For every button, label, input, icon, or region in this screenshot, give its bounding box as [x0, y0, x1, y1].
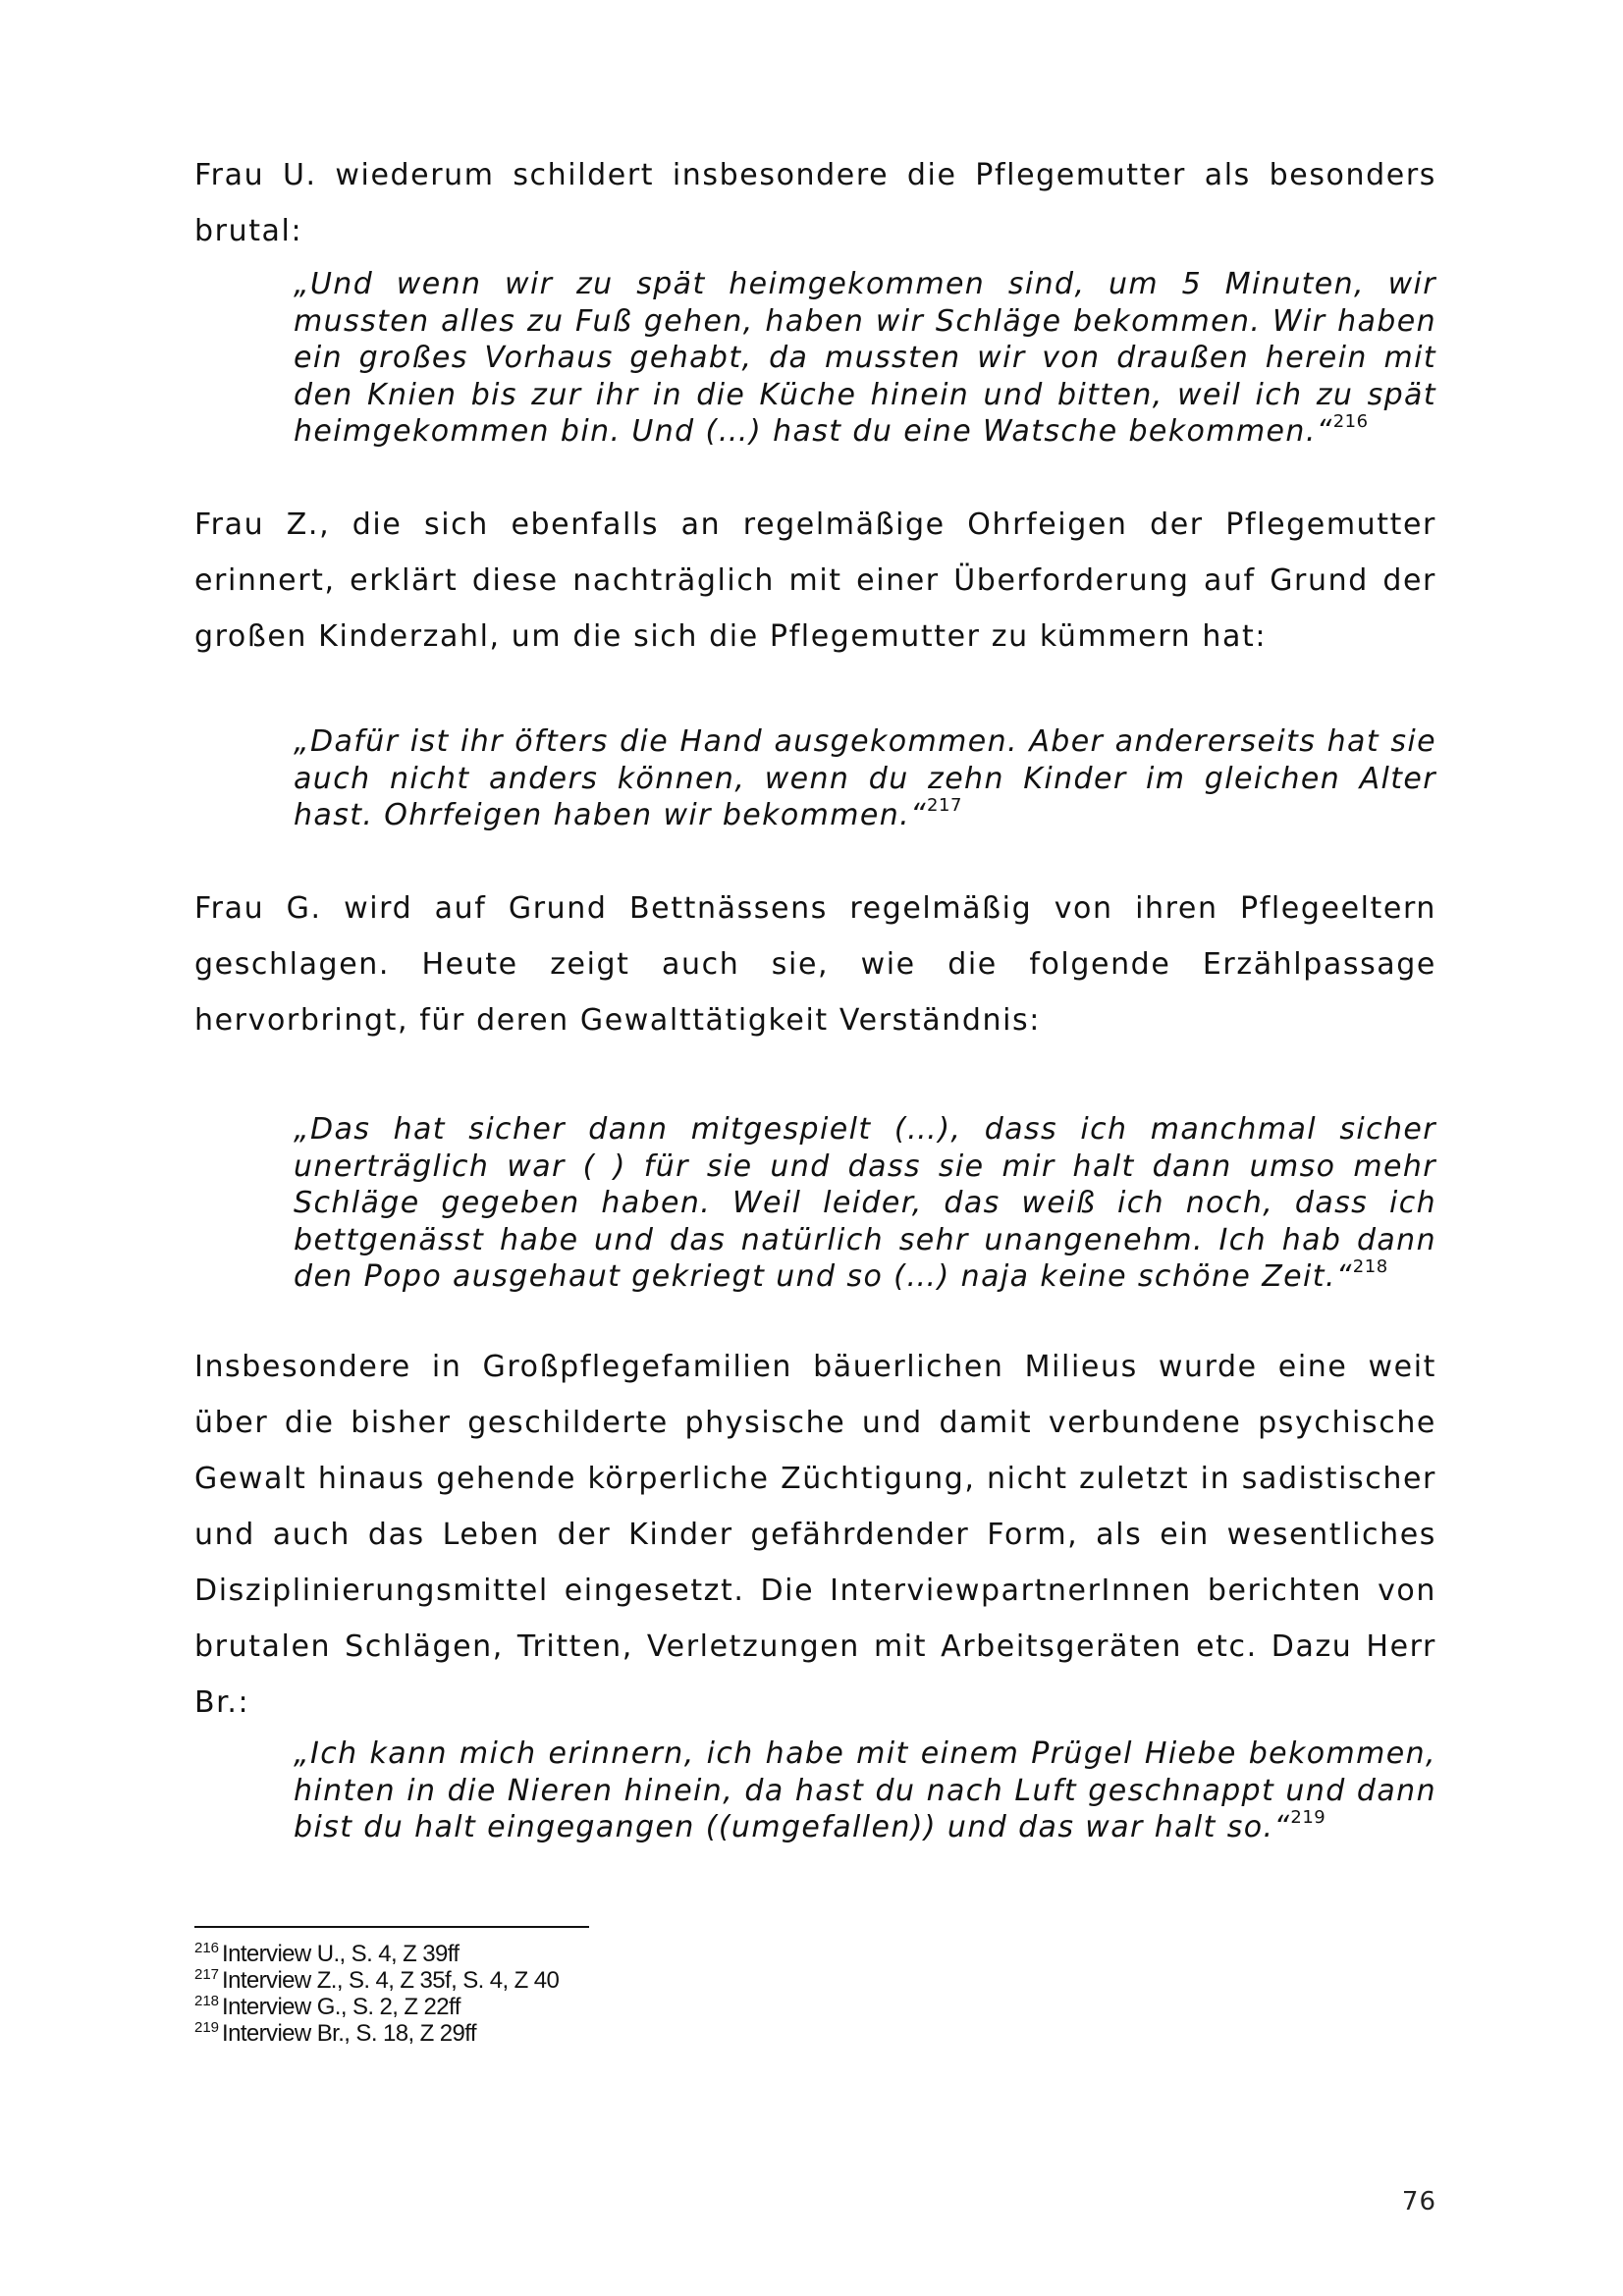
quote-text: „Dafür ist ihr öfters die Hand ausgekommen. Aber andererseits hat sie auch nicht anders können, wenn du zehn Kinder im gleichen Alter hast. Ohrfeigen haben wir bekommen.“ — [294, 724, 1436, 832]
footnote — [194, 1967, 1078, 1994]
footnote-number: 217 — [194, 1966, 220, 1983]
block-quote — [294, 1111, 1436, 1296]
footnote-number: 218 — [194, 1993, 220, 2009]
paragraph: Insbesondere in Großpflegefamilien bäuerlichen Milieus wurde eine weit über die bisher geschilderte physische und damit verbundene psychische Gewalt hinaus gehende körperliche Züchtigung, nicht zuletzt in sadistischer und auch das Leben der Kinder gefährdender Form, als ein wesentliches Disziplinierungsmittel eingesetzt. Die InterviewpartnerInnen berichten von brutalen Schlägen, Tritten, Verletzungen mit Arbeitsgeräten etc. Dazu Herr Br.: — [194, 1350, 1436, 1720]
footnote — [194, 1994, 1078, 2020]
paragraph: Frau U. wiederum schildert insbesondere die Pflegemutter als besonders brutal: — [194, 158, 1436, 248]
footnote-ref: 218 — [1352, 1256, 1388, 1277]
footnote-number: 219 — [194, 2019, 220, 2036]
block-quote — [294, 1735, 1436, 1846]
footnote-number: 216 — [194, 1940, 220, 1956]
footnote — [194, 2020, 1078, 2047]
footnotes — [194, 1941, 1078, 2047]
footnote-text: Interview U., S. 4, Z 39ff — [222, 1941, 460, 1967]
footnote-text: Interview G., S. 2, Z 22ff — [222, 1994, 460, 2020]
footnote-text: Interview Br., S. 18, Z 29ff — [222, 2020, 476, 2047]
footnote-ref: 216 — [1332, 411, 1369, 432]
footnote-ref: 219 — [1290, 1807, 1326, 1828]
footnote — [194, 1941, 1078, 1967]
block-quote — [294, 266, 1436, 451]
quote-text: „Und wenn wir zu spät heimgekommen sind, um 5 Minuten, wir mussten alles zu Fuß gehen, haben wir Schläge bekommen. Wir haben ein großes Vorhaus gehabt, da mussten wir von draußen herein mit den Knien bis zur ihr in die Küche hinein und bitten, weil ich zu spät heimgekommen bin. Und (…) hast du eine Watsche bekommen.“ — [294, 267, 1436, 449]
quote-text: „Ich kann mich erinnern, ich habe mit einem Prügel Hiebe bekommen, hinten in die Nieren hinein, da hast du nach Luft geschnappt und dann bist du halt eingegangen ((umgefallen)) und das war halt so.“ — [294, 1736, 1436, 1844]
quote-text: „Das hat sicher dann mitgespielt (…), dass ich manchmal sicher unerträglich war ( ) für sie und dass sie mir halt dann umso mehr Schläge gegeben haben. Weil leider, das weiß ich noch, dass ich bettgenässt habe und das natürlich sehr unangenehm. Ich hab dann den Popo ausgehaut gekriegt und so (…) naja keine schöne Zeit.“ — [294, 1112, 1436, 1294]
page-number: 76 — [1401, 2187, 1436, 2216]
footnote-text: Interview Z., S. 4, Z 35f, S. 4, Z 40 — [222, 1967, 560, 1994]
paragraph: Frau Z., die sich ebenfalls an regelmäßige Ohrfeigen der Pflegemutter erinnert, erklärt diese nachträglich mit einer Überforderung auf Grund der großen Kinderzahl, um die sich die Pflegemutter zu kümmern hat: — [194, 507, 1436, 654]
block-quote — [294, 723, 1436, 834]
footnote-separator — [194, 1926, 589, 1928]
paragraph: Frau G. wird auf Grund Bettnässens regelmäßig von ihren Pflegeeltern geschlagen. Heute zeigt auch sie, wie die folgende Erzählpassage hervorbringt, für deren Gewalttätigkeit Verständnis: — [194, 891, 1436, 1038]
footnote-ref: 217 — [927, 795, 962, 816]
